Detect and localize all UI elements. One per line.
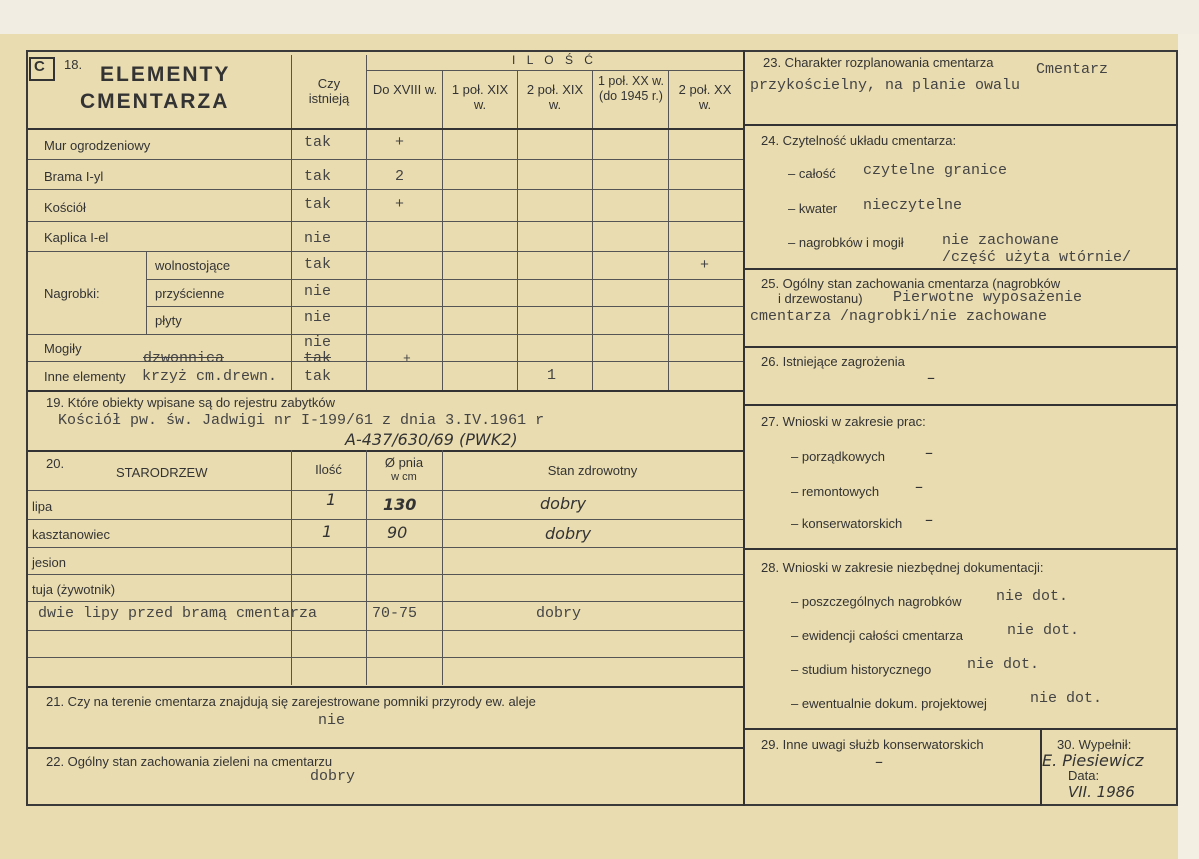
mogily-exists: nie	[304, 334, 332, 351]
s27-item-answer: –	[925, 443, 933, 462]
section-22-label: 22. Ogólny stan zachowania zieleni na cmentarzu	[46, 754, 333, 769]
section-21-answer: nie	[318, 712, 346, 729]
grid-line	[592, 70, 593, 390]
tree-extra-health: dobry	[536, 605, 582, 622]
s28-item-label: – poszczególnych nagrobków	[791, 594, 962, 609]
nagrobki-label: Nagrobki:	[44, 286, 100, 301]
tree-extra-species: dwie lipy przed bramą cmentarza	[38, 605, 318, 622]
s28-item-answer: nie dot.	[1007, 622, 1080, 639]
nagrobki-row-label: przyścienne	[155, 286, 225, 301]
s28-item-answer: nie dot.	[1030, 690, 1103, 707]
s24-item-label: – nagrobków i mogił	[788, 235, 904, 250]
period-header: 1 poł. XX w. (do 1945 r.)	[597, 74, 664, 103]
top-band	[0, 0, 1199, 34]
section-21-label: 21. Czy na terenie cmentarza znajdują się zarejestrowane pomniki przyrody ew. aleje	[46, 694, 536, 709]
s27-item-label: – konserwatorskich	[791, 516, 903, 531]
nagrobki-exists: nie	[304, 283, 332, 300]
col-exists-header: Czy istnieją	[308, 76, 350, 106]
section-25-label-line2: i drzewostanu)	[778, 291, 863, 306]
grid-line	[28, 490, 743, 491]
section-30-date: VII. 1986	[1068, 783, 1135, 801]
grid-line	[743, 268, 1178, 270]
grid-line	[146, 251, 147, 334]
grid-line	[28, 361, 743, 362]
section-23-answer-line2: przykościelny, na planie owalu	[750, 77, 1021, 94]
section-25-answer-line2: cmentarza /nagrobki/nie zachowane	[750, 308, 1048, 325]
section-30-date-label: Data:	[1068, 768, 1100, 783]
grid-line	[743, 346, 1178, 348]
center-divider	[743, 50, 745, 806]
tree-species: tuja (żywotnik)	[32, 582, 116, 597]
inne-mark: 1	[547, 367, 557, 384]
section-25-answer-line1: Pierwotne wyposażenie	[893, 289, 1083, 306]
mogily-exists-struck: tak	[304, 350, 332, 367]
s24-item-answer: czytelne granice	[863, 162, 1008, 179]
tree-diameter: 90	[387, 523, 408, 542]
grid-line	[28, 547, 743, 548]
grid-line	[28, 747, 743, 749]
grid-line	[28, 128, 743, 130]
grid-line	[28, 189, 743, 190]
section-29-answer: –	[875, 752, 883, 771]
s27-item-label: – porządkowych	[791, 449, 885, 464]
s24-item-label: – kwater	[788, 201, 838, 216]
section-19-handwritten: A-437/630/69 (PWK2)	[345, 430, 518, 449]
nagrobki-exists: nie	[304, 309, 332, 326]
grid-line	[28, 657, 743, 658]
struck-dzwonnica: dzwonnica	[143, 350, 225, 367]
grid-line	[28, 159, 743, 160]
section-23-answer-line1: Cmentarz	[1036, 61, 1109, 78]
section-28-label: 28. Wnioski w zakresie niezbędnej dokumentacji:	[761, 560, 1044, 575]
grid-line	[28, 574, 743, 575]
s28-item-answer: nie dot.	[996, 588, 1069, 605]
element-label: Kościół	[44, 200, 86, 215]
s27-item-label: – remontowych	[791, 484, 880, 499]
period-header: 2 poł. XX w.	[678, 82, 732, 112]
tree-species: jesion	[32, 555, 66, 570]
section-18-title-line2: CMENTARZA	[80, 90, 230, 113]
nagrobki-mark: +	[700, 257, 710, 274]
section-30-label: 30. Wypełnił:	[1057, 737, 1132, 752]
element-exists: tak	[304, 196, 332, 213]
section-25-label-line1: 25. Ogólny stan zachowania cmentarza (nagrobków	[761, 276, 1061, 291]
mogily-label: Mogiły	[44, 341, 82, 356]
col-diam-unit: w cm	[391, 471, 417, 483]
section-30-name: E. Piesiewicz	[1042, 751, 1144, 770]
tree-health: dobry	[545, 524, 592, 543]
s28-item-label: – studium historycznego	[791, 662, 932, 677]
grid-line	[743, 728, 1178, 730]
section-26-answer: –	[927, 368, 935, 387]
grid-line	[366, 55, 367, 390]
grid-line	[28, 390, 743, 392]
grid-line	[28, 601, 743, 602]
grid-line	[743, 548, 1178, 550]
section-27-label: 27. Wnioski w zakresie prac:	[761, 414, 926, 429]
period-header: Do XVIII w.	[372, 82, 438, 97]
element-mark: 2	[395, 168, 405, 185]
inne-exists: tak	[304, 368, 332, 385]
grid-line	[668, 70, 669, 390]
section-24-label: 24. Czytelność układu cmentarza:	[761, 133, 957, 148]
grid-line	[743, 124, 1178, 126]
s24-item-answer: nie zachowane	[942, 232, 1060, 249]
period-header: 2 poł. XIX w.	[526, 82, 584, 112]
s28-item-answer: nie dot.	[967, 656, 1040, 673]
element-label: Brama I-yl	[44, 169, 104, 184]
grid-line	[28, 450, 743, 452]
grid-line	[517, 70, 518, 390]
tree-extra-diameter: 70-75	[372, 605, 418, 622]
s27-item-answer: –	[915, 477, 923, 496]
grid-line	[28, 630, 743, 631]
mogily-mark: +	[403, 351, 411, 366]
element-mark: +	[395, 134, 405, 151]
grid-line	[146, 279, 743, 280]
grid-line	[442, 70, 443, 390]
element-mark: +	[395, 196, 405, 213]
section-18-number: 18.	[64, 57, 83, 72]
element-exists: tak	[304, 134, 332, 151]
inne-typed: krzyż cm.drewn.	[142, 368, 278, 385]
element-exists: nie	[304, 230, 332, 247]
period-header: 1 poł. XIX w.	[451, 82, 509, 112]
element-exists: tak	[304, 168, 332, 185]
grid-line	[743, 404, 1178, 406]
section-20-title: STARODRZEW	[116, 465, 208, 480]
tree-health: dobry	[540, 494, 587, 513]
section-29-label: 29. Inne uwagi służb konserwatorskich	[761, 737, 984, 752]
col-count-header: Ilość	[315, 462, 342, 477]
s24-item-label: – całość	[788, 166, 836, 181]
tree-count: 1	[326, 490, 337, 509]
grid-line	[28, 251, 743, 252]
tree-diameter: 130	[383, 495, 417, 514]
corner-letter: C	[34, 58, 45, 75]
nagrobki-row-label: wolnostojące	[155, 258, 231, 273]
element-label: Mur ogrodzeniowy	[44, 138, 151, 153]
section-26-label: 26. Istniejące zagrożenia	[761, 354, 905, 369]
tree-count: 1	[322, 522, 333, 541]
s28-item-label: – ewidencji całości cmentarza	[791, 628, 963, 643]
right-edge-strip	[1178, 34, 1199, 859]
s24-item-answer: nieczytelne	[863, 197, 963, 214]
col-diam-header: Ø pnia	[384, 455, 424, 470]
s28-item-label: – ewentualnie dokum. projektowej	[791, 696, 987, 711]
section-22-answer: dobry	[310, 768, 356, 785]
grid-line	[366, 70, 743, 71]
grid-line	[28, 686, 743, 688]
grid-line	[291, 55, 292, 390]
s24-extra-line: /część użyta wtórnie/	[942, 249, 1132, 266]
grid-line	[291, 450, 292, 685]
nagrobki-exists: tak	[304, 256, 332, 273]
grid-line	[366, 450, 367, 685]
section-18-title-line1: ELEMENTY	[100, 63, 231, 86]
grid-line	[442, 450, 443, 685]
col-health-header: Stan zdrowotny	[547, 463, 638, 478]
section-23-label: 23. Charakter rozplanowania cmentarza	[763, 55, 994, 70]
tree-species: lipa	[32, 499, 53, 514]
col-ilosc-header: I L O Ś Ć	[512, 53, 597, 67]
grid-line	[28, 221, 743, 222]
element-label: Kaplica I-el	[44, 230, 109, 245]
section-19-typed: Kościół pw. św. Jadwigi nr I-199/61 z dnia 3.IV.1961 r	[58, 412, 545, 429]
nagrobki-row-label: płyty	[155, 313, 182, 328]
s27-item-answer: –	[925, 510, 933, 529]
grid-line	[28, 519, 743, 520]
grid-line	[28, 334, 743, 335]
grid-line	[146, 306, 743, 307]
tree-species: kasztanowiec	[32, 527, 111, 542]
section-19-label: 19. Które obiekty wpisane są do rejestru zabytków	[46, 395, 336, 410]
inne-label: Inne elementy	[44, 369, 126, 384]
section-20-number: 20.	[46, 456, 65, 471]
